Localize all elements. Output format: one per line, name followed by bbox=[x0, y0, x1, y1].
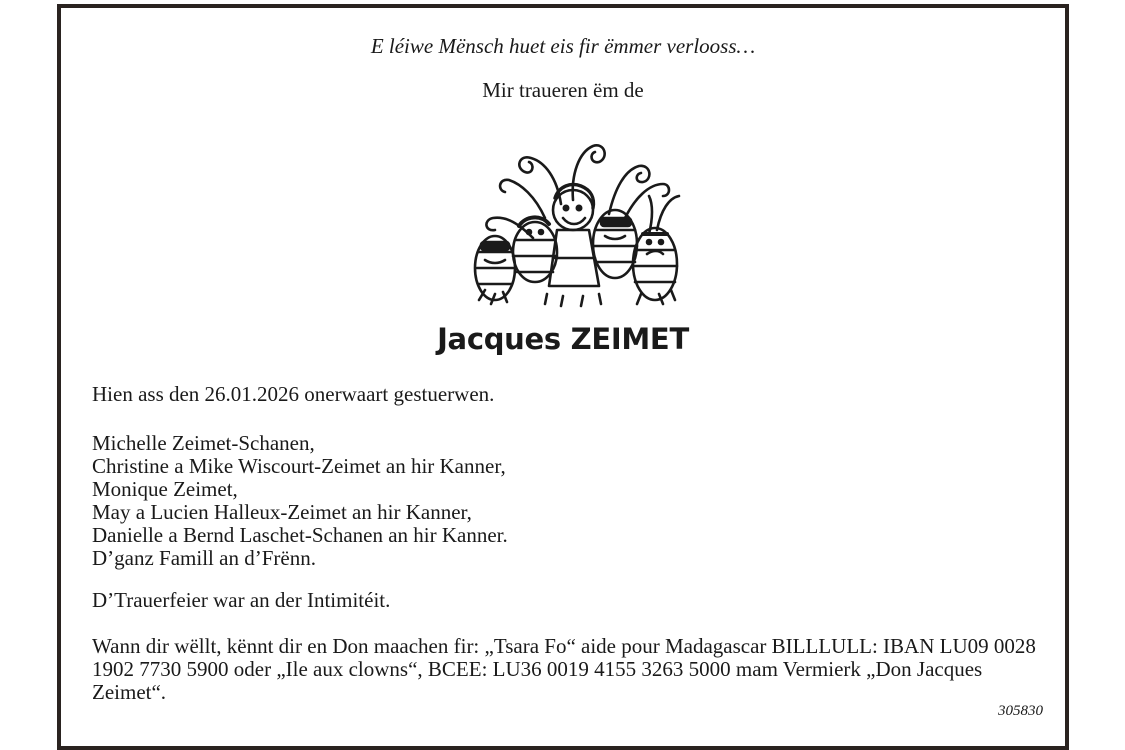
family-line: D’ganz Famill an d’Frënn. bbox=[92, 546, 316, 570]
donation-note: Wann dir wëllt, kënnt dir en Don maachen fir: „Tsara Fo“ aide pour Madagascar BILLLULL: IBAN LU09 0028 1902 7730 5900 oder „Ile aux clowns“, BCEE: LU36 0019 4155 3263 5000 mam Vermierk „Don Jacques Zeimet“. bbox=[92, 634, 1036, 704]
death-announcement: Hien ass den 26.01.2026 onerwaart gestuerwen. bbox=[92, 382, 495, 406]
mourning-line: Mir traueren ëm de bbox=[482, 78, 644, 102]
intro-line: E léiwe Mënsch huet eis fir ëmmer verlooss… bbox=[370, 34, 756, 58]
family-line: Danielle a Bernd Laschet-Schanen an hir Kanner. bbox=[92, 523, 508, 547]
family-line: Monique Zeimet, bbox=[92, 477, 238, 501]
family-line: Christine a Mike Wiscourt-Zeimet an hir Kanner, bbox=[92, 454, 506, 478]
family-list bbox=[92, 432, 1043, 570]
reference-number: 305830 bbox=[998, 703, 1043, 719]
obituary-notice bbox=[57, 4, 1069, 750]
family-line: Michelle Zeimet-Schanen, bbox=[92, 431, 315, 455]
ceremony-note: D’Trauerfeier war an der Intimitéit. bbox=[92, 588, 391, 612]
deceased-name: Jacques ZEIMET bbox=[437, 322, 689, 356]
cartoon-bugs-family-drawing-icon bbox=[449, 118, 694, 314]
family-line: May a Lucien Halleux-Zeimet an hir Kanner, bbox=[92, 500, 472, 524]
